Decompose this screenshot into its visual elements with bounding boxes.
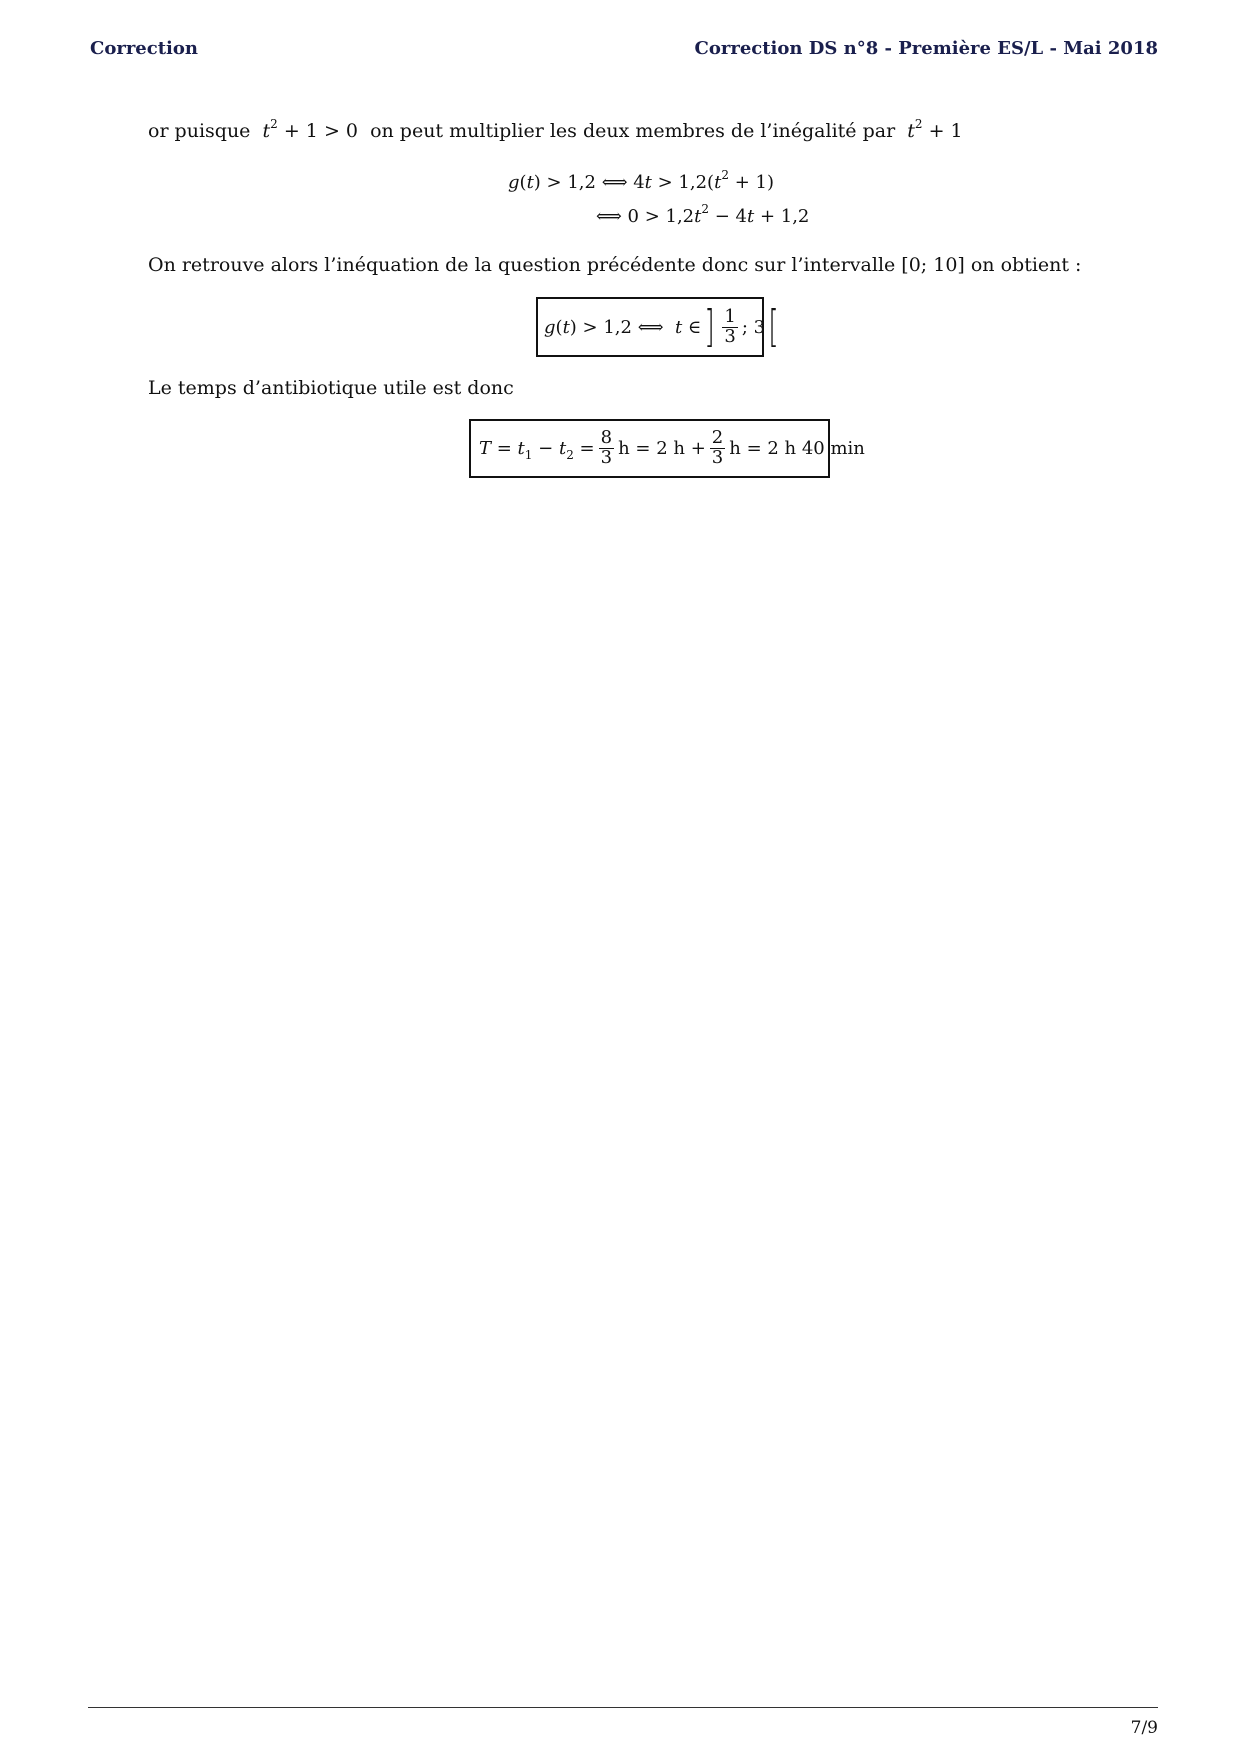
page-number: 7/9 [1130, 1718, 1158, 1738]
paragraph-3: Le temps d’antibiotique utile est donc [148, 377, 514, 399]
equation-line-2: ⟺ $0 > 1,2t^2 - 4t + 1,2$ [596, 202, 810, 227]
footer-rule [88, 1707, 1158, 1708]
boxed-result-duration: $T = t_1 - t_2$ = $\frac{8}{3}$ h = 2 h + $\frac{2}{3}$ h = 2 h 40 min [469, 419, 830, 478]
paragraph-1-text-b: on peut multiplier les deux membres de l’inégalité par [370, 120, 896, 142]
paragraph-1 [148, 117, 963, 142]
math-t2-plus-1: $t^2 + 1$ [907, 117, 963, 142]
equation-line-1: g(t) > 1,2 ⟺ $4t > 1,2(t^2 + 1)$ [508, 168, 774, 193]
paragraph-2: On retrouve alors l’inéquation de la question précédente donc sur l’intervalle [0; 10] on obtient : [148, 254, 1082, 276]
math-t2-plus-1-positive: $t^2 + 1 > 0$ [262, 117, 365, 142]
header-left-title: Correction [90, 38, 198, 59]
header-right-title: Correction DS n°8 - Première ES/L - Mai 2018 [694, 38, 1158, 59]
paragraph-1-text-a: or puisque [148, 120, 251, 142]
boxed-result-interval: g(t) > 1,2 ⟺ t ∈ ] $\frac{1}{3}$ ; 3 [ [536, 297, 764, 357]
